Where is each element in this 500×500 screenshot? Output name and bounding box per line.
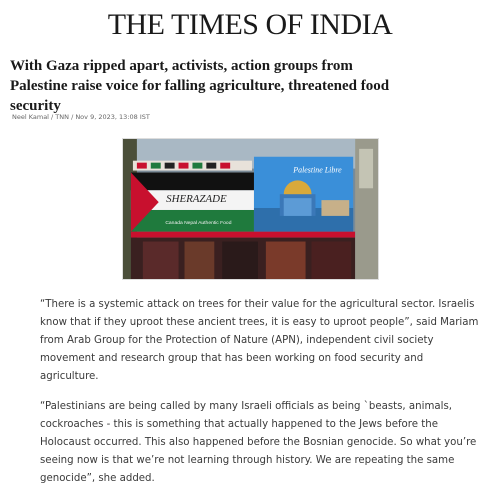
article-byline: Neel Kamal / TNN / Nov 9, 2023, 13:08 IST (12, 113, 150, 121)
sign-left-text-2: Canada Nepal Authentic Food (165, 220, 232, 226)
article-paragraph-1: “There is a systemic attack on trees for their value for the agricultural sector. Israelis know that if they uproot these ancient trees, it is easy to uproot people”, said Mariam from Arab Group for the Protection of Nature (APN), independent civil society movement and research group that has been working on food security and agriculture. (40, 299, 479, 382)
article-headline: With Gaza ripped apart, activists, action groups from Palestine raise voice for falling agriculture, threatened food security (10, 58, 390, 114)
sign-right-text: Palestine Libre (293, 165, 342, 175)
storefront-photo (123, 139, 378, 279)
sign-left-text-1: SHERAZADE (166, 193, 227, 206)
article-paragraph-2: “Palestinians are being called by many Israeli officials as being `beasts, animals, cockroaches - this is something that actually happened to the Jews before the Holocaust occurred. This also happened before the Bosnian genocide. So what you’re seeing now is that we’re not learning through history. We are repeating the same genocide”, she added. (40, 401, 477, 484)
masthead-logo[interactable]: THE TIMES OF INDIA (107, 8, 393, 41)
article-body (40, 296, 480, 500)
article-photo[interactable] (122, 138, 379, 280)
